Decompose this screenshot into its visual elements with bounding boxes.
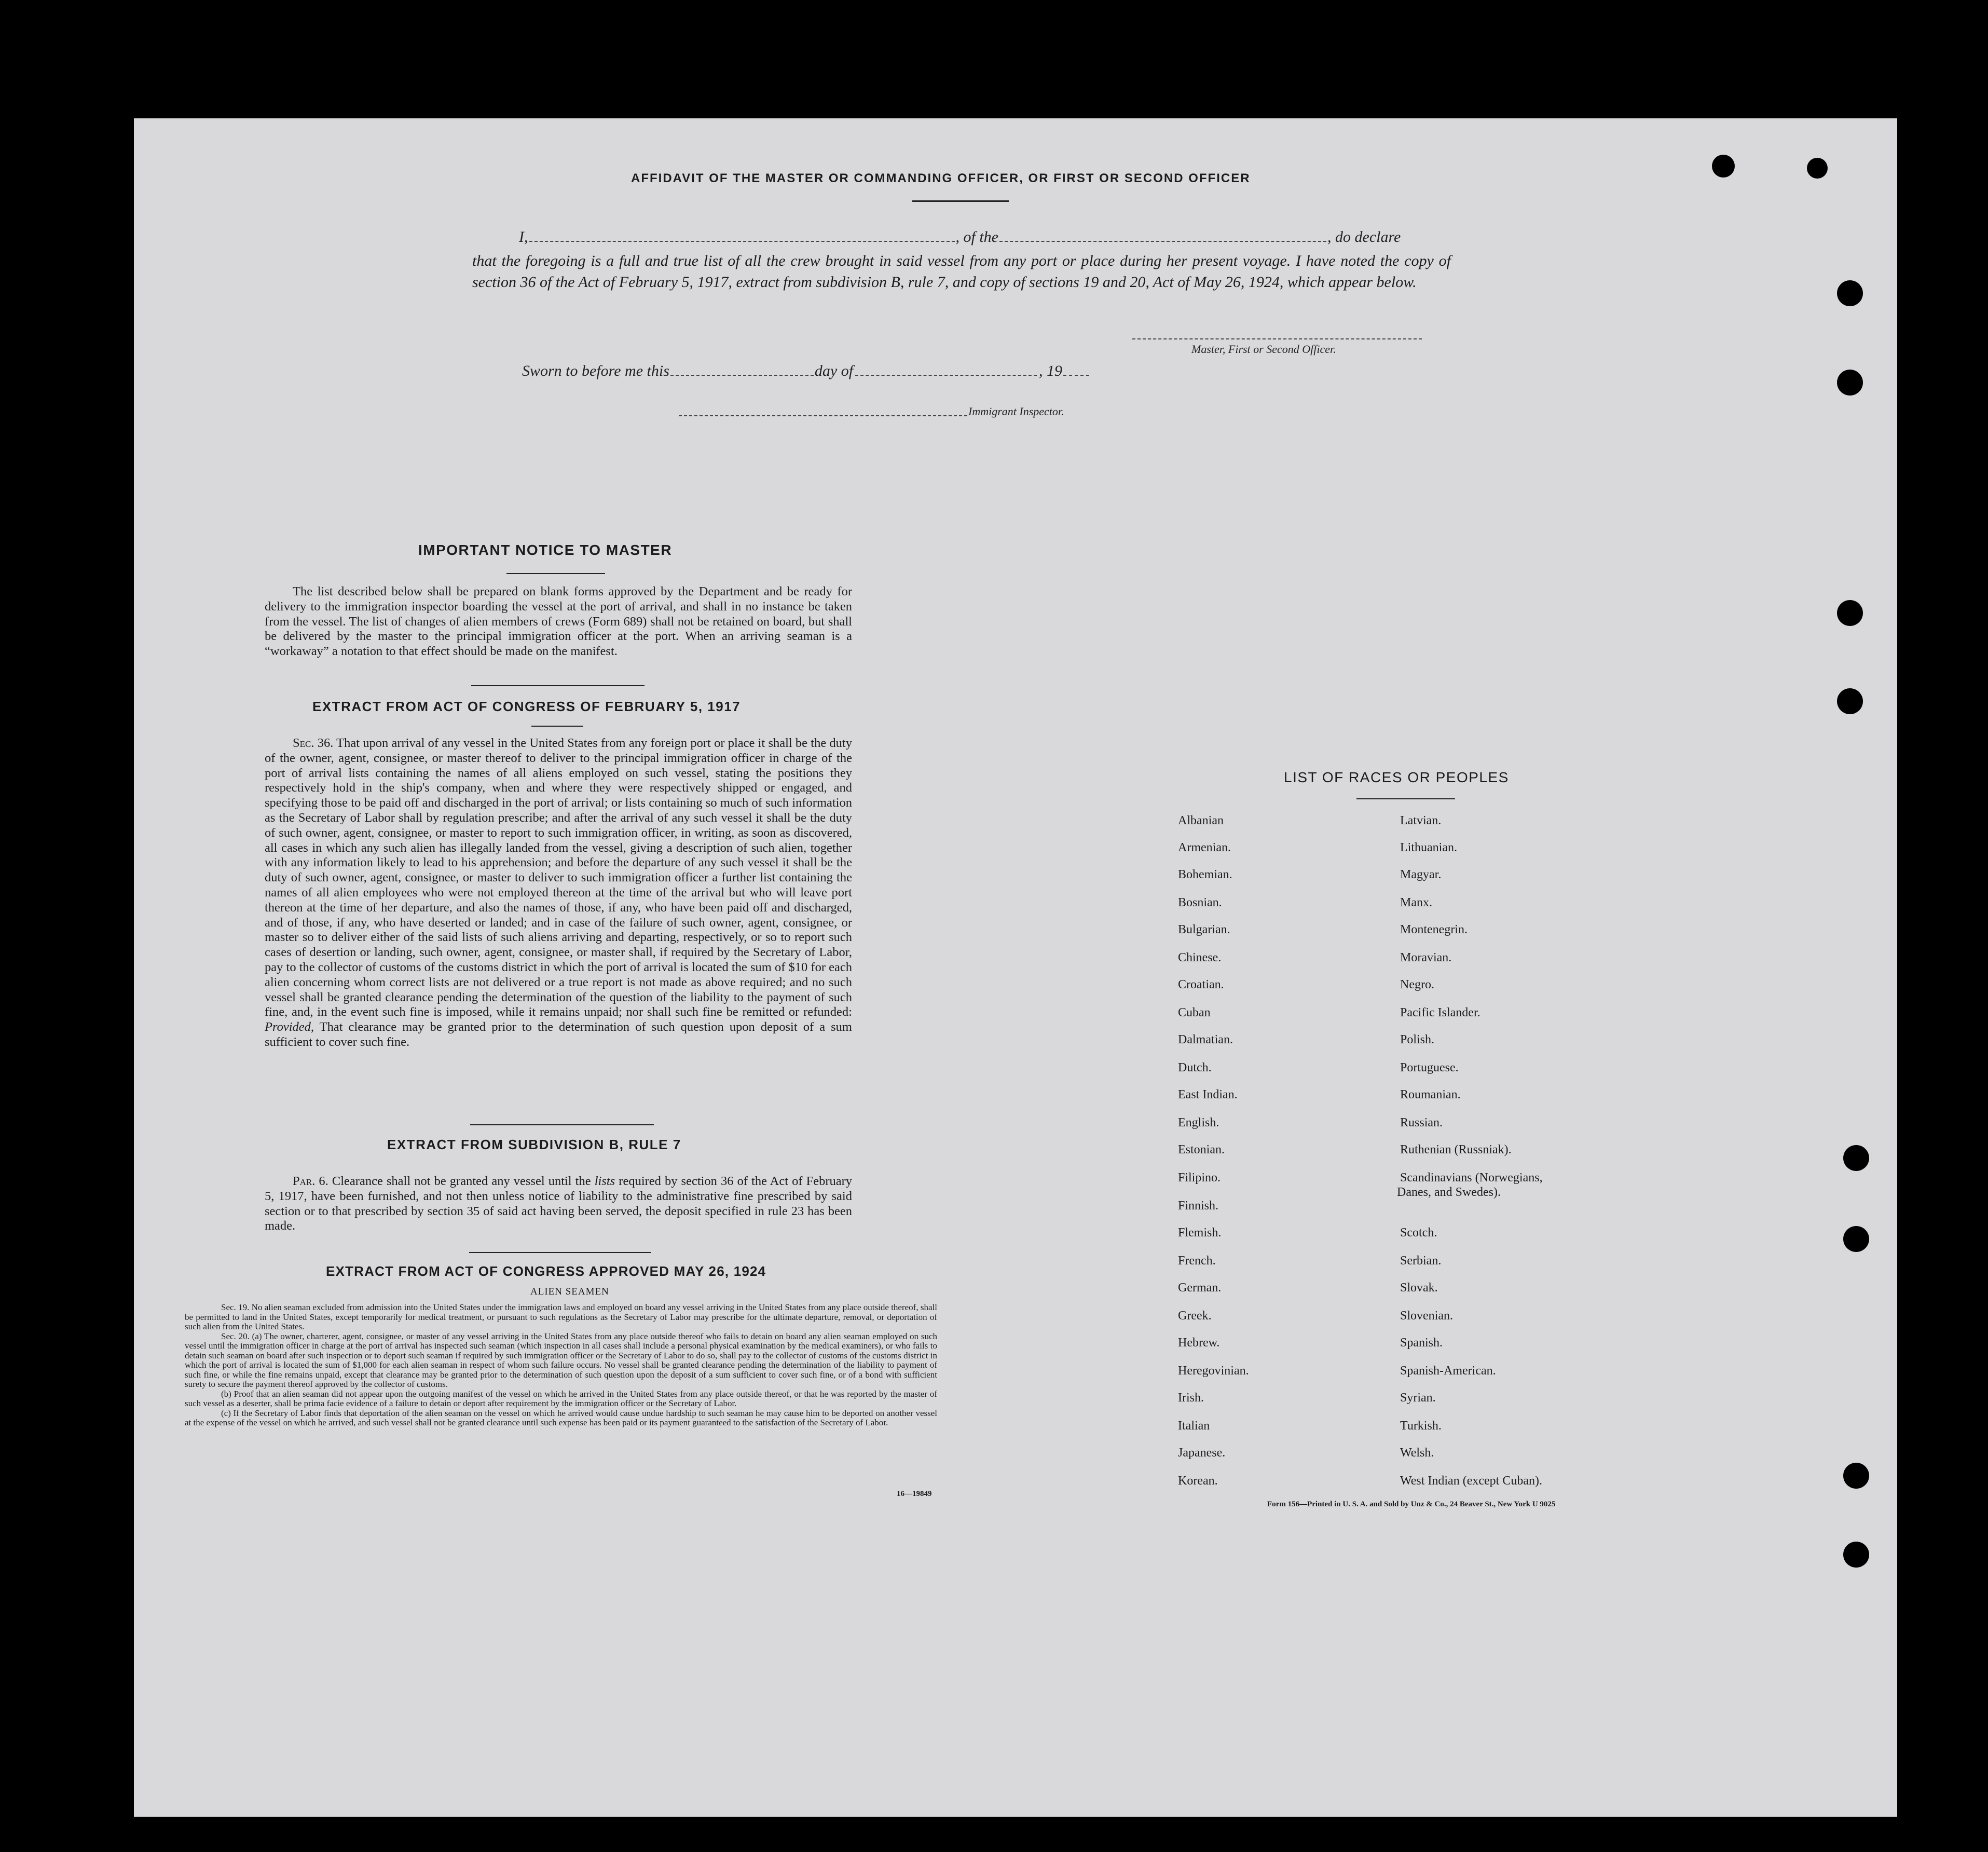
- section-20a-text: Sec. 20. (a) The owner, charterer, agent, consignee, or master of any vessel arriving in the United States from any place outside thereof who fails to detain on board any alien seaman employed on such vessel until the immigration officer in charge at the port of arrival has inspected such seaman (which inspection in all cases shall include a personal physical examination by the medical examiners), or who fails to detain such seaman on board after such inspection or to deport such seaman if required by such immigration officer or the Secretary of Labor to do so, shall pay to the collector of customs of the customs district in which the port of arrival is located the sum of $1,000 for each alien seaman in respect of whom such failure occurs. No vessel shall be granted clearance pending the determination of the liability to payment of such fine, or while the fine remains unpaid, except that clearance may be granted prior to the determination of such question upon the deposit of a sum sufficient to cover such fine, or of a bond with sufficient surety to secure the payment thereof approved by the collector of customs.: [185, 1331, 937, 1389]
- race-item: East Indian.: [1178, 1088, 1238, 1101]
- race-item: Heregovinian.: [1178, 1364, 1249, 1378]
- race-item: Italian: [1178, 1419, 1210, 1433]
- act-1924-title: EXTRACT FROM ACT OF CONGRESS APPROVED MAY 26, 1924: [326, 1263, 766, 1279]
- sworn-prefix: Sworn to before me this: [522, 362, 669, 379]
- race-item: Bulgarian.: [1178, 923, 1230, 936]
- race-item: Serbian.: [1400, 1254, 1442, 1268]
- section-text-end: That clearance may be granted prior to the determination of such question upon deposit of a sum sufficient to cover such fine.: [265, 1020, 852, 1049]
- punch-hole: [1843, 1226, 1869, 1252]
- punch-hole: [1843, 1145, 1869, 1171]
- race-item: Russian.: [1400, 1116, 1443, 1129]
- race-item: Dalmatian.: [1178, 1033, 1233, 1046]
- sworn-year: , 19: [1039, 362, 1063, 379]
- race-item: Scotch.: [1400, 1226, 1437, 1240]
- race-item: Cuban: [1178, 1006, 1211, 1019]
- race-item: Roumanian.: [1400, 1088, 1461, 1101]
- race-item: Korean.: [1178, 1474, 1218, 1488]
- race-item: Latvian.: [1400, 814, 1442, 827]
- race-item: Lithuanian.: [1400, 841, 1457, 854]
- notice-body: The list described below shall be prepared on blank forms approved by the Department and be ready for delivery to the immigration inspector boarding the vessel at the port of arrival, and shall in no instance be taken from the vessel. The list of changes of alien members of crews (Form 689) shall not be retained on board, but shall be delivered by the master to the principal immigration officer at the port. When an arriving seaman is a “workaway” a notation to that effect should be made on the manifest.: [265, 584, 852, 659]
- rule7-body: [265, 1174, 852, 1234]
- divider: [470, 1124, 654, 1125]
- race-item: Bosnian.: [1178, 896, 1222, 909]
- affidavit-line: [519, 228, 1401, 246]
- section-label: Sec. 36.: [293, 736, 334, 750]
- race-item: Spanish-American.: [1400, 1364, 1496, 1378]
- race-item: Negro.: [1400, 978, 1434, 991]
- race-item: Chinese.: [1178, 951, 1222, 964]
- paragraph-label: Par. 6.: [293, 1174, 328, 1188]
- rule7-text-b: required by section 36 of the Act of February 5, 1917, have been furnished, and not then unless notice of liability to the administrative fine prescribed by said section or to that prescribed by section 35 of said act having been served, the deposit specified in rule 23 has been made.: [265, 1174, 853, 1233]
- race-item: Greek.: [1178, 1309, 1212, 1323]
- affidavit-of-the: , of the: [955, 228, 998, 246]
- rule7-text-a: Clearance shall not be granted any vessel until the: [332, 1174, 591, 1188]
- race-item: Japanese.: [1178, 1446, 1226, 1460]
- race-item: English.: [1178, 1116, 1219, 1129]
- inspector-label: Immigrant Inspector.: [968, 405, 1064, 418]
- punch-hole: [1837, 688, 1863, 714]
- race-item: Manx.: [1400, 896, 1432, 909]
- races-title: LIST OF RACES OR PEOPLES: [1284, 769, 1509, 785]
- race-item: Filipino.: [1178, 1171, 1221, 1184]
- race-item: Syrian.: [1400, 1391, 1436, 1405]
- race-item: Moravian.: [1400, 951, 1452, 964]
- punch-hole: [1843, 1463, 1869, 1489]
- punch-hole: [1837, 280, 1863, 306]
- sworn-day: day of: [814, 362, 854, 379]
- race-item: Pacific Islander.: [1400, 1006, 1480, 1019]
- affidavit-declare: , do declare: [1327, 228, 1401, 246]
- race-item: German.: [1178, 1281, 1222, 1295]
- punch-hole: [1712, 155, 1735, 178]
- race-item: Danes, and Swedes).: [1397, 1186, 1501, 1199]
- section-20b-text: (b) Proof that an alien seaman did not appear upon the outgoing manifest of the vessel on which he arrived in the United States from any place outside thereof, or that he was reported by the master of such vessel as a deserter, shall be prima facie evidence of a failure to detain or deport after requirement by the immigration officer or the Secretary of Labor.: [185, 1388, 937, 1408]
- punch-hole: [1837, 600, 1863, 626]
- divider: [471, 685, 645, 686]
- divider: [1356, 798, 1455, 799]
- punch-hole: [1837, 370, 1863, 396]
- race-item: Slovenian.: [1400, 1309, 1453, 1323]
- form-footer: Form 156—Printed in U. S. A. and Sold by Unz & Co., 24 Beaver St., New York U 9025: [1267, 1500, 1556, 1508]
- divider: [506, 573, 605, 574]
- race-item: West Indian (except Cuban).: [1400, 1474, 1542, 1488]
- sworn-line: [522, 362, 1090, 380]
- race-item: Armenian.: [1178, 841, 1231, 854]
- race-item: Polish.: [1400, 1033, 1435, 1046]
- rule7-title: EXTRACT FROM SUBDIVISION B, RULE 7: [387, 1137, 681, 1152]
- section-19-text: Sec. 19. No alien seaman excluded from admission into the United States under the immigration laws and employed on board any vessel arriving in the United States from any place outside thereof, shall be permitted to land in the United States, except temporarily for medical treatment, or pursuant to such regulations as the Secretary of Labor may prescribe for the ultimate departure, removal, or deportation of such alien from the United States.: [185, 1302, 937, 1331]
- race-item: Finnish.: [1178, 1199, 1219, 1213]
- race-item: Spanish.: [1400, 1336, 1443, 1350]
- race-item: Croatian.: [1178, 978, 1224, 991]
- notice-title: IMPORTANT NOTICE TO MASTER: [418, 542, 673, 558]
- race-item: Magyar.: [1400, 868, 1442, 881]
- act-1924-body: [185, 1303, 937, 1428]
- affidavit-body: that the foregoing is a full and true list of all the crew brought in said vessel from any port or place during her present voyage. I have noted the copy of section 36 of the Act of February 5, 1917, extract from subdivision B, rule 7, and copy of sections 19 and 20, Act of May 26, 1924, which appear below.: [472, 252, 1451, 291]
- race-item: Ruthenian (Russniak).: [1400, 1143, 1512, 1156]
- affidavit-title: AFFIDAVIT OF THE MASTER OR COMMANDING OFFICER, OR FIRST OR SECOND OFFICER: [631, 171, 1251, 185]
- signature-line: [1132, 338, 1422, 339]
- race-item: Turkish.: [1400, 1419, 1442, 1433]
- section-20c-text: (c) If the Secretary of Labor finds that deportation of the alien seaman on the vessel on which he arrived would cause undue hardship to such seaman he may cause him to be deported on another vessel at the expense of the vessel on which he arrived, and such vessel shall not be granted clearance until such expense has been paid or its payment guaranteed to the satisfaction of the Secretary of Labor.: [185, 1408, 937, 1427]
- divider: [531, 726, 583, 727]
- race-item: Welsh.: [1400, 1446, 1434, 1460]
- race-item: Scandinavians (Norwegians,: [1400, 1171, 1543, 1184]
- extract-1917-title: EXTRACT FROM ACT OF CONGRESS OF FEBRUARY 5, 1917: [312, 699, 741, 714]
- race-item: Montenegrin.: [1400, 923, 1468, 936]
- provided-word: Provided,: [265, 1020, 314, 1034]
- race-item: Portuguese.: [1400, 1061, 1459, 1074]
- race-item: French.: [1178, 1254, 1216, 1268]
- inspector-line: [679, 415, 967, 416]
- race-item: Irish.: [1178, 1391, 1204, 1405]
- race-item: Hebrew.: [1178, 1336, 1220, 1350]
- form-code: 16—19849: [897, 1490, 932, 1498]
- race-item: Dutch.: [1178, 1061, 1212, 1074]
- affidavit-i: I,: [519, 228, 528, 246]
- signature-label: Master, First or Second Officer.: [1191, 343, 1336, 356]
- extract-1917-body: [265, 736, 852, 1050]
- lists-word: lists: [594, 1174, 615, 1188]
- punch-hole: [1843, 1542, 1869, 1568]
- divider: [912, 200, 1009, 202]
- race-item: Flemish.: [1178, 1226, 1222, 1240]
- race-item: Bohemian.: [1178, 868, 1232, 881]
- divider: [469, 1252, 651, 1253]
- section-text: That upon arrival of any vessel in the United States from any foreign port or place it shall be the duty of the owner, agent, consignee, or master thereof to deliver to the principal immigration officer in charge of the port of arrival lists containing the names of all aliens employed on such vessel, stating the positions they respectively hold in the ship's company, when and where they were respectively shipped or engaged, and specifying those to be paid off and discharged in the port of arrival; or lists containing so much of such information as the Secretary of Labor shall by regulation prescribe; and after the arrival of any such vessel it shall be the duty of such owner, agent, consignee, or master to report to such immigration officer, in writing, as soon as discovered, all cases in which any such alien has illegally landed from the vessel, giving a description of such alien, together with any information likely to lead to his apprehension; and before the departure of any such vessel it shall be the duty of such owner, agent, consignee, or master to deliver to such immigration officer a further list containing the names of all alien employees who were not employed thereon at the time of the arrival but who will leave port thereon at the time of her departure, and also the names of those, if any, who have been paid off and discharged, and of those, if any, who have deserted or landed; and in case of the failure of such owner, agent, consignee, or master so to deliver either of the said lists of such aliens arriving and departing, respectively, or so to report such cases of desertion or landing, such owner, agent, consignee, or master shall, if required by the Secretary of Labor, pay to the collector of customs of the customs district in which the port of arrival is located the sum of $10 for each alien concerning whom correct lists are not delivered or a true report is not made as above required; and no such vessel shall be granted clearance pending the determination of the question of the liability to the payment of such fine, and, in the event such fine is imposed, while it remains unpaid; nor shall such fine be remitted or refunded:: [265, 736, 852, 1019]
- race-item: Estonian.: [1178, 1143, 1225, 1156]
- punch-hole: [1807, 158, 1828, 179]
- race-item: Albanian: [1178, 814, 1224, 827]
- race-item: Slovak.: [1400, 1281, 1438, 1295]
- act-1924-subtitle: ALIEN SEAMEN: [530, 1286, 609, 1297]
